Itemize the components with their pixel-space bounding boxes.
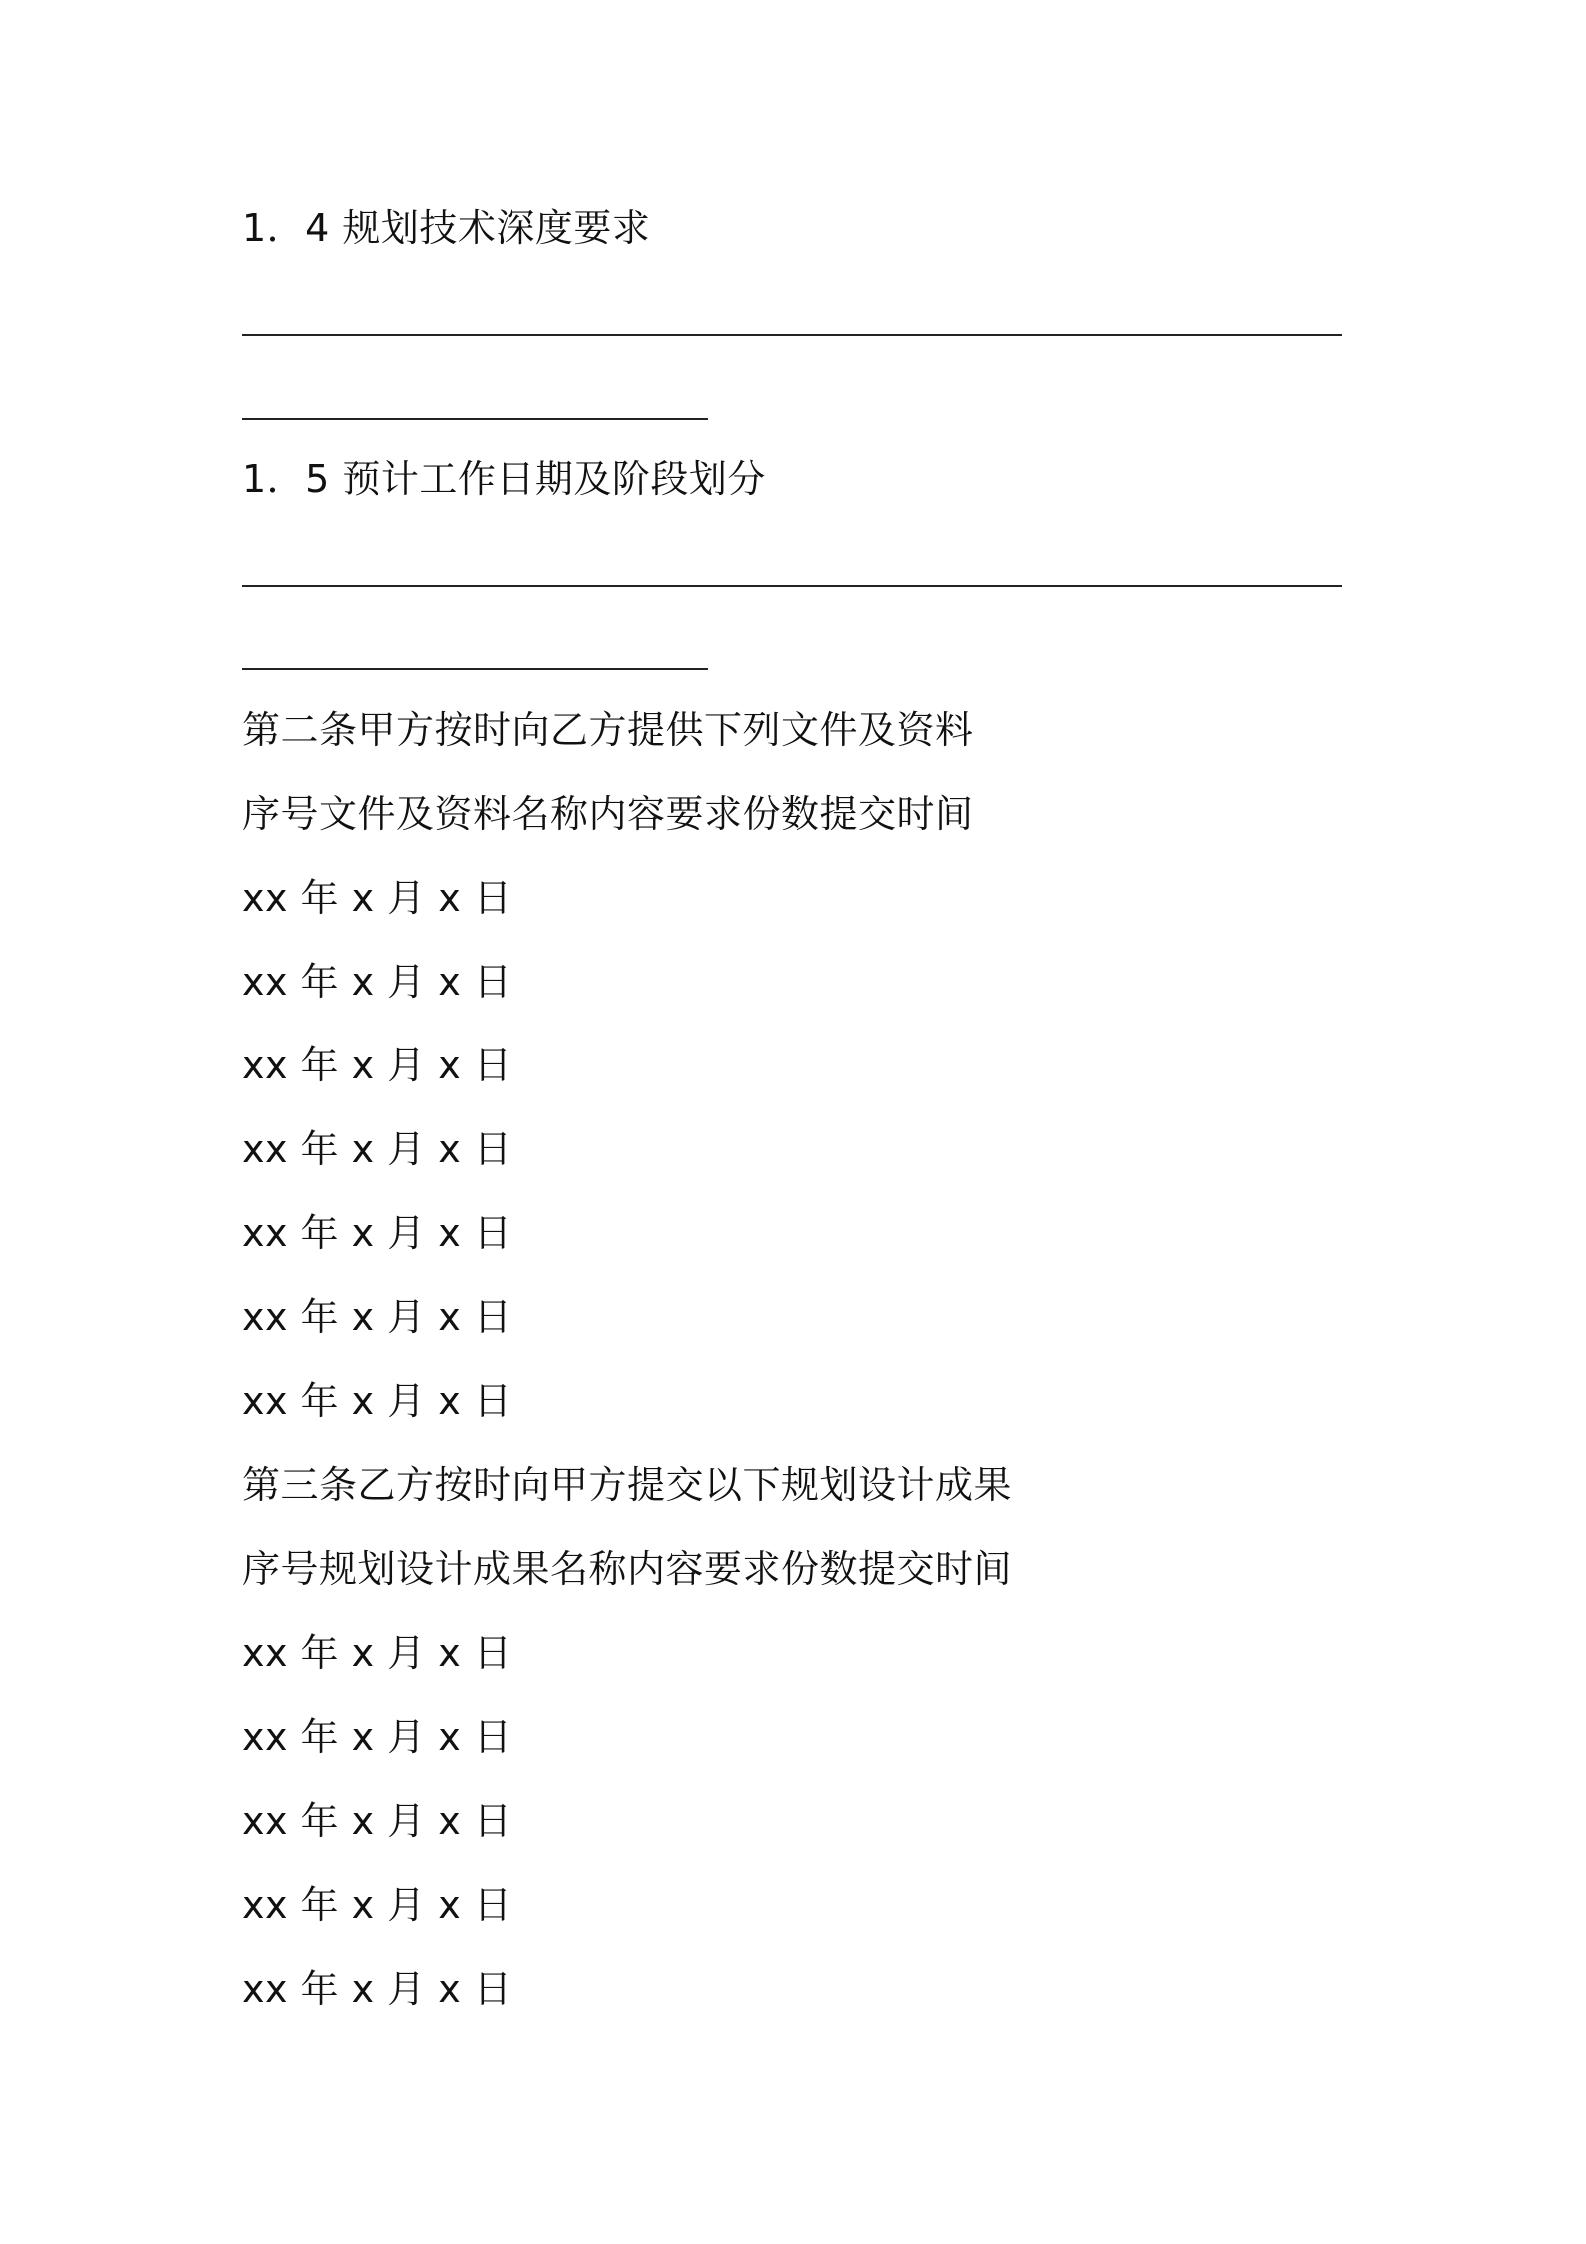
- date-entry: xx 年 x 月 x 日: [242, 1211, 513, 1255]
- blank-fill-line: [242, 418, 708, 420]
- section-heading-1-4: 1．4 规划技术深度要求: [242, 206, 651, 250]
- blank-fill-line: [242, 334, 1342, 336]
- date-entry: xx 年 x 月 x 日: [242, 1967, 513, 2011]
- date-entry: xx 年 x 月 x 日: [242, 1631, 513, 1675]
- date-entry: xx 年 x 月 x 日: [242, 1043, 513, 1087]
- blank-fill-line: [242, 668, 708, 670]
- date-entry: xx 年 x 月 x 日: [242, 1379, 513, 1423]
- article-3-heading: 第三条乙方按时向甲方提交以下规划设计成果: [242, 1463, 1013, 1507]
- section-heading-1-5: 1．5 预计工作日期及阶段划分: [242, 457, 766, 501]
- date-entry: xx 年 x 月 x 日: [242, 876, 513, 920]
- date-entry: xx 年 x 月 x 日: [242, 960, 513, 1004]
- date-entry: xx 年 x 月 x 日: [242, 1127, 513, 1171]
- article-2-table-header: 序号文件及资料名称内容要求份数提交时间: [242, 792, 974, 836]
- date-entry: xx 年 x 月 x 日: [242, 1799, 513, 1843]
- article-3-table-header: 序号规划设计成果名称内容要求份数提交时间: [242, 1547, 1013, 1591]
- blank-fill-line: [242, 585, 1342, 587]
- article-2-heading: 第二条甲方按时向乙方提供下列文件及资料: [242, 708, 974, 752]
- date-entry: xx 年 x 月 x 日: [242, 1715, 513, 1759]
- date-entry: xx 年 x 月 x 日: [242, 1883, 513, 1927]
- date-entry: xx 年 x 月 x 日: [242, 1295, 513, 1339]
